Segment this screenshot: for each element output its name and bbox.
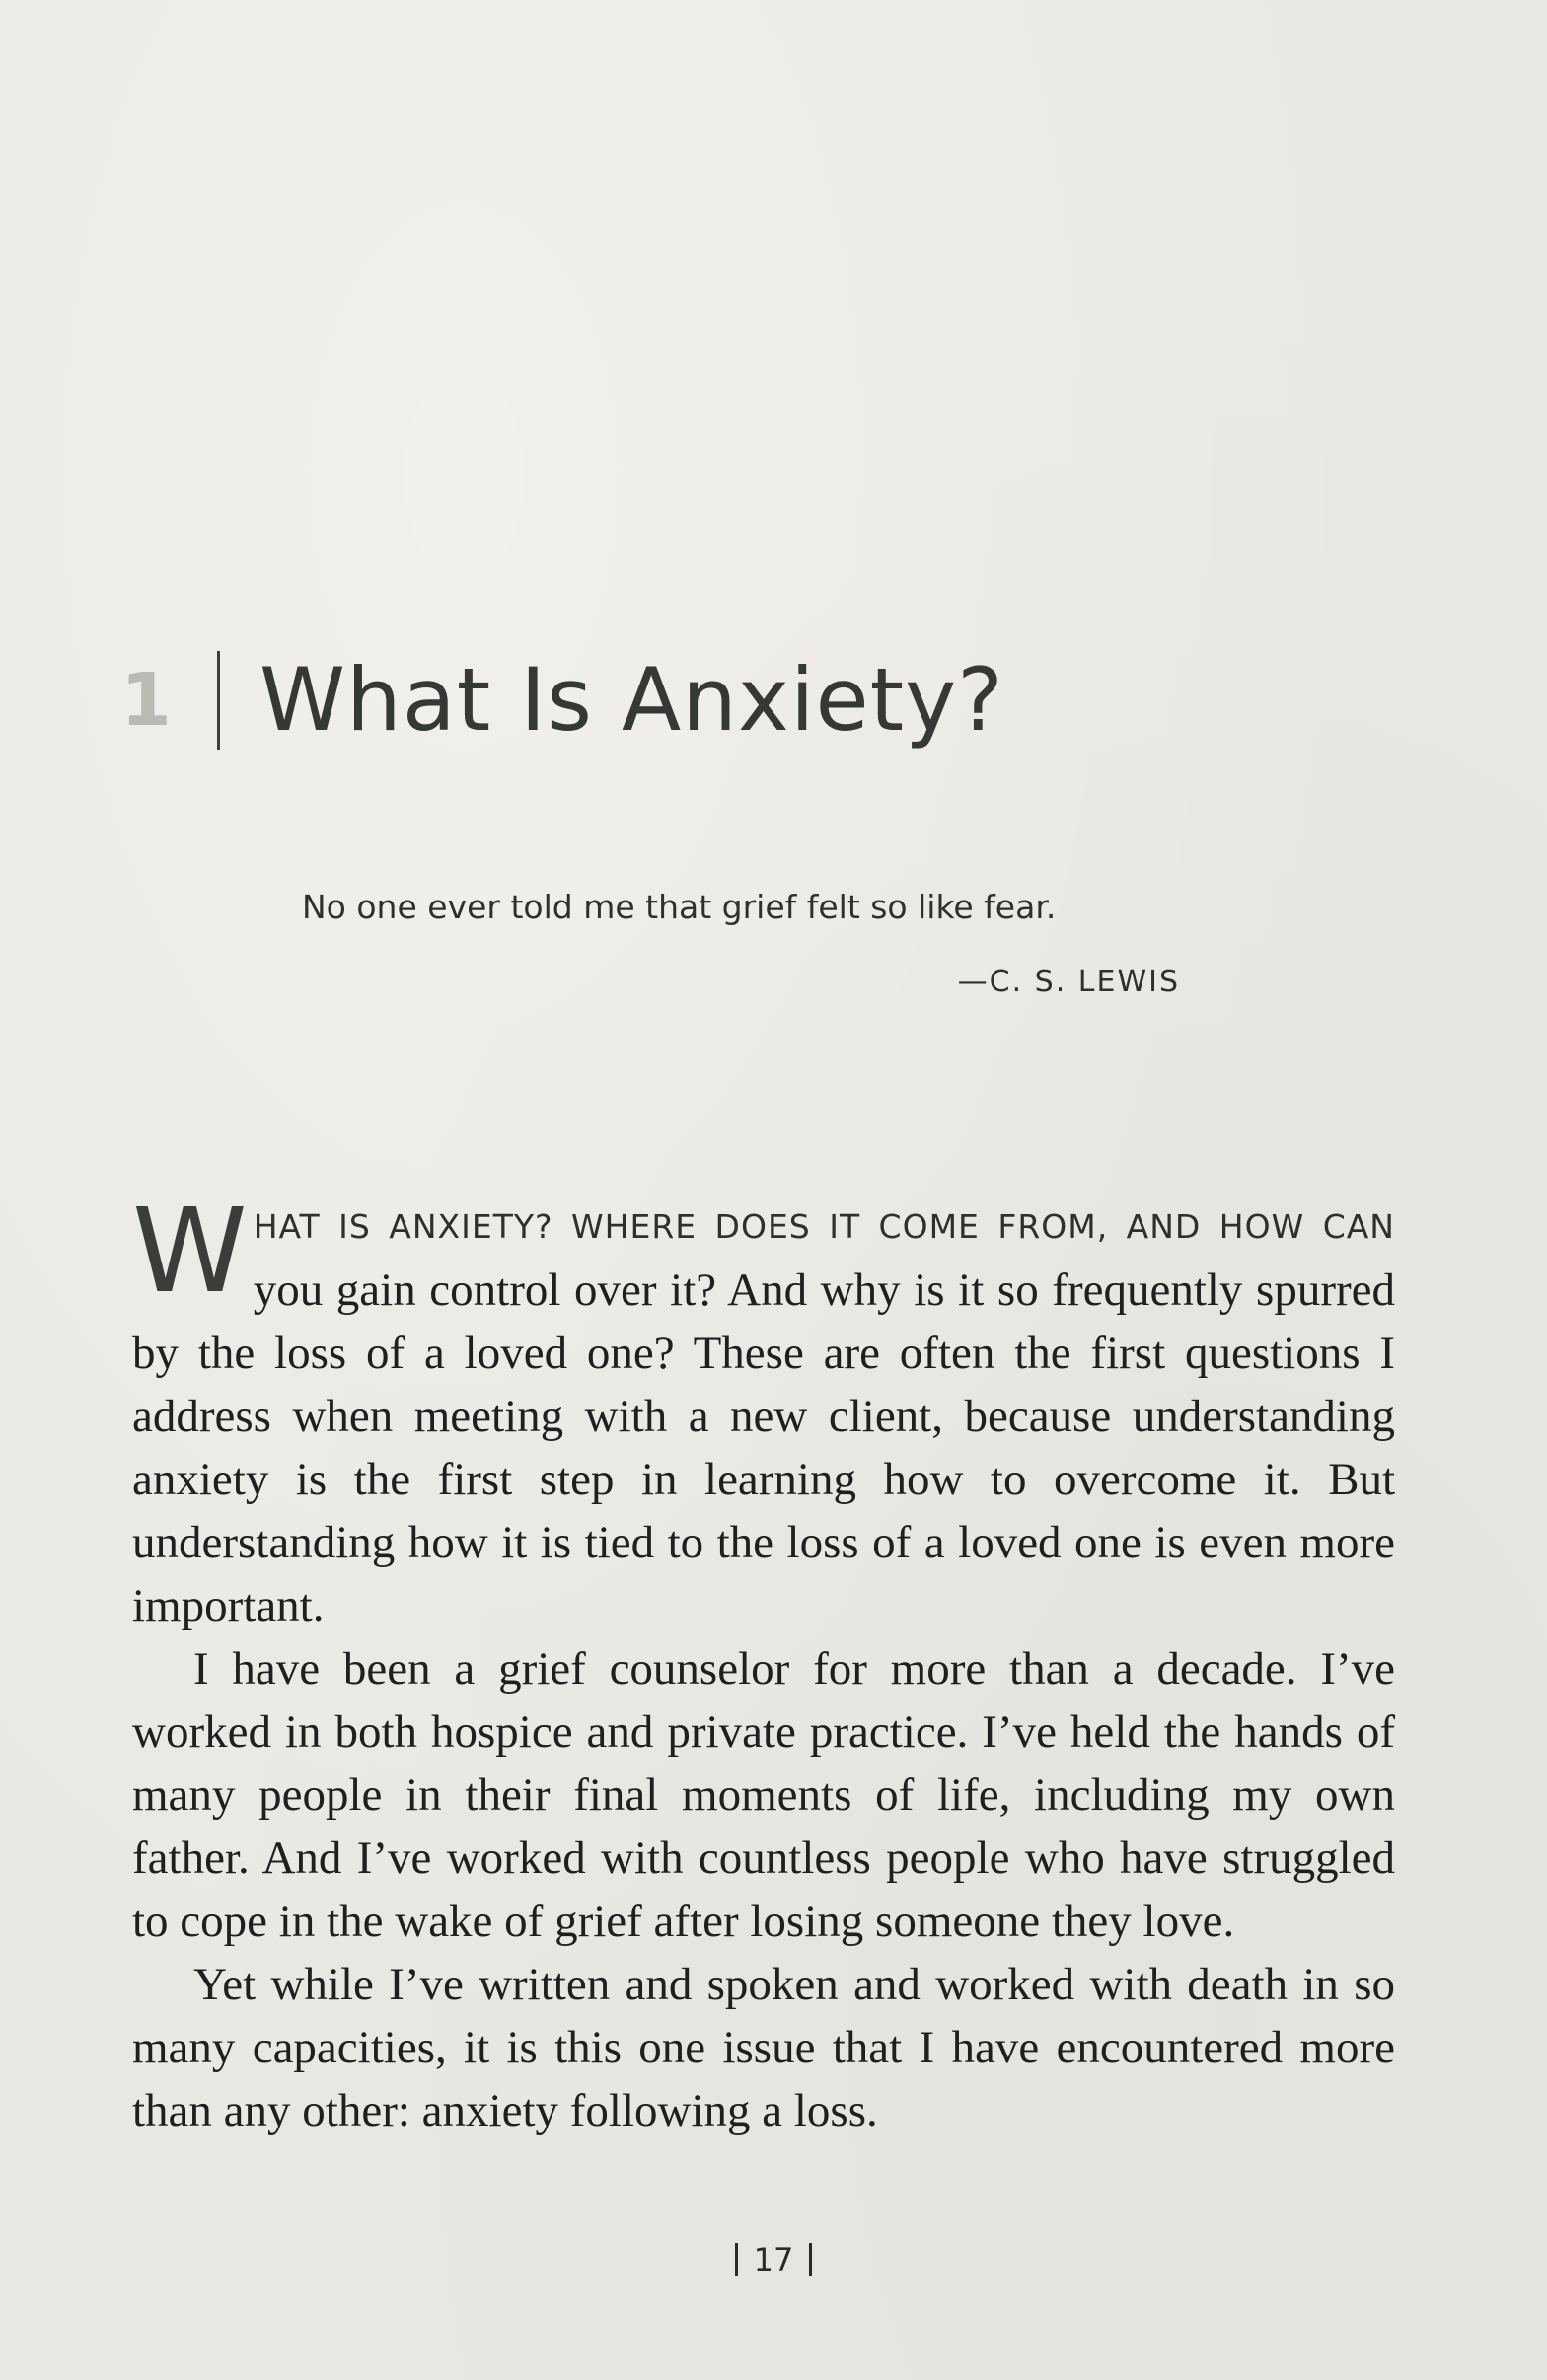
page-folio [0,2241,1547,2278]
folio-right-bar [809,2243,812,2276]
paragraph-1-text: you gain control over it? And why is it so frequently spurred by the loss of a loved one? These are often the first questions I address when meeting with a new client, because understanding anxiety is the first step in learning how to overcome it. But understanding how it is tied to the loss of a loved one is even more important. [132,1264,1395,1631]
paragraph-1 [132,1183,1395,1637]
chapter-number: 1 [120,658,172,743]
folio-left-bar [735,2243,738,2276]
body-text [132,1183,1395,2142]
chapter-heading [116,631,1004,769]
drop-cap: W [132,1183,248,1319]
chapter-title: What Is Anxiety? [259,649,1004,751]
chapter-divider [217,651,220,750]
epigraph-quote: No one ever told me that grief felt so like fear. [302,888,1057,926]
lead-in-small-caps: HAT IS ANXIETY? WHERE DOES IT COME FROM, AND HOW CAN [253,1207,1395,1246]
paragraph-3: Yet while I’ve written and spoken and worked with death in so many capacities, it is this one issue that I have encountered more than any other: anxiety following a loss. [132,1959,1395,2136]
page-number: 17 [753,2241,794,2278]
paragraph-2: I have been a grief counselor for more than a decade. I’ve worked in both hospice and private practice. I’ve held the hands of many people in their final moments of life, including my own father. And I’ve worked with countless people who have struggled to cope in the wake of grief after losing someone they love. [132,1643,1395,1947]
epigraph-attribution: —C. S. LEWIS [957,965,1180,999]
